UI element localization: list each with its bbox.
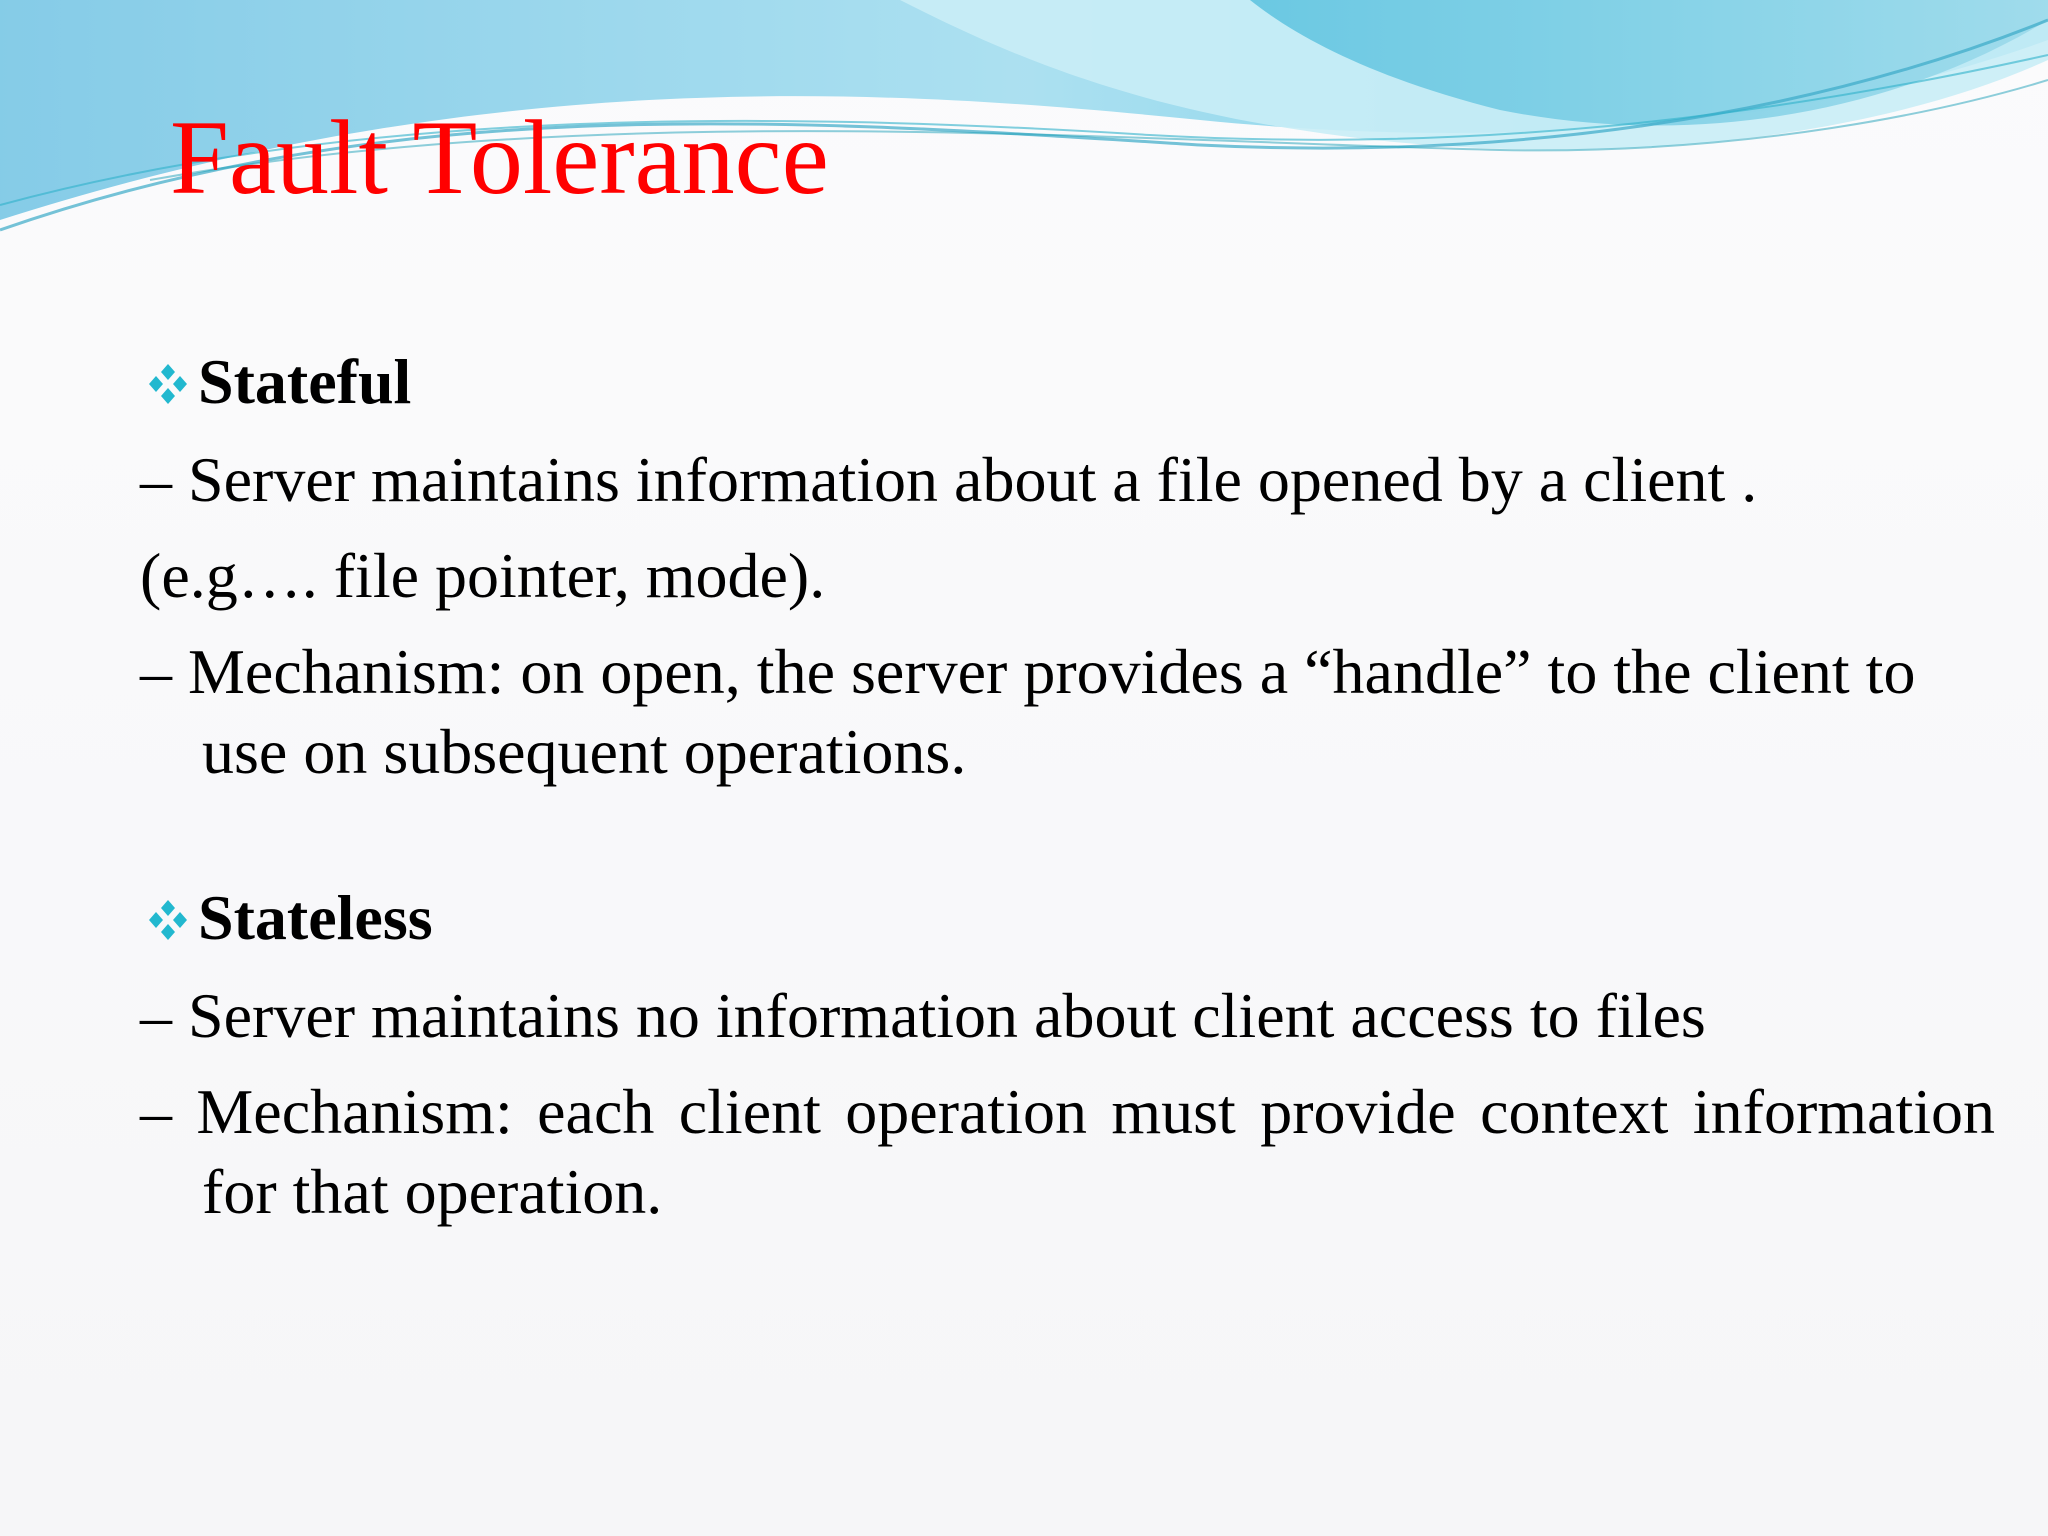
section-heading-label: Stateless bbox=[198, 882, 433, 953]
body-line: – Server maintains no information about client access to files bbox=[140, 980, 1706, 1051]
diamond-cluster-icon bbox=[144, 896, 192, 944]
diamond-cluster-icon bbox=[144, 360, 192, 408]
body-line: – Mechanism: on open, the server provides a “handle” to the client to use on subsequent operations. bbox=[140, 636, 1916, 787]
section-gap bbox=[140, 792, 1995, 876]
section-heading-label: Stateful bbox=[198, 346, 412, 417]
section-heading-stateful bbox=[140, 340, 1995, 424]
section-heading-stateless bbox=[140, 876, 1995, 960]
body-line: – Mechanism: each client operation must provide context information for that operation. bbox=[140, 1076, 1995, 1227]
body-line: – Server maintains information about a file opened by a client . bbox=[140, 444, 1758, 515]
body-line: (e.g…. file pointer, mode). bbox=[140, 540, 826, 611]
slide-body bbox=[140, 340, 1995, 1232]
slide-title: Fault Tolerance bbox=[170, 99, 829, 216]
